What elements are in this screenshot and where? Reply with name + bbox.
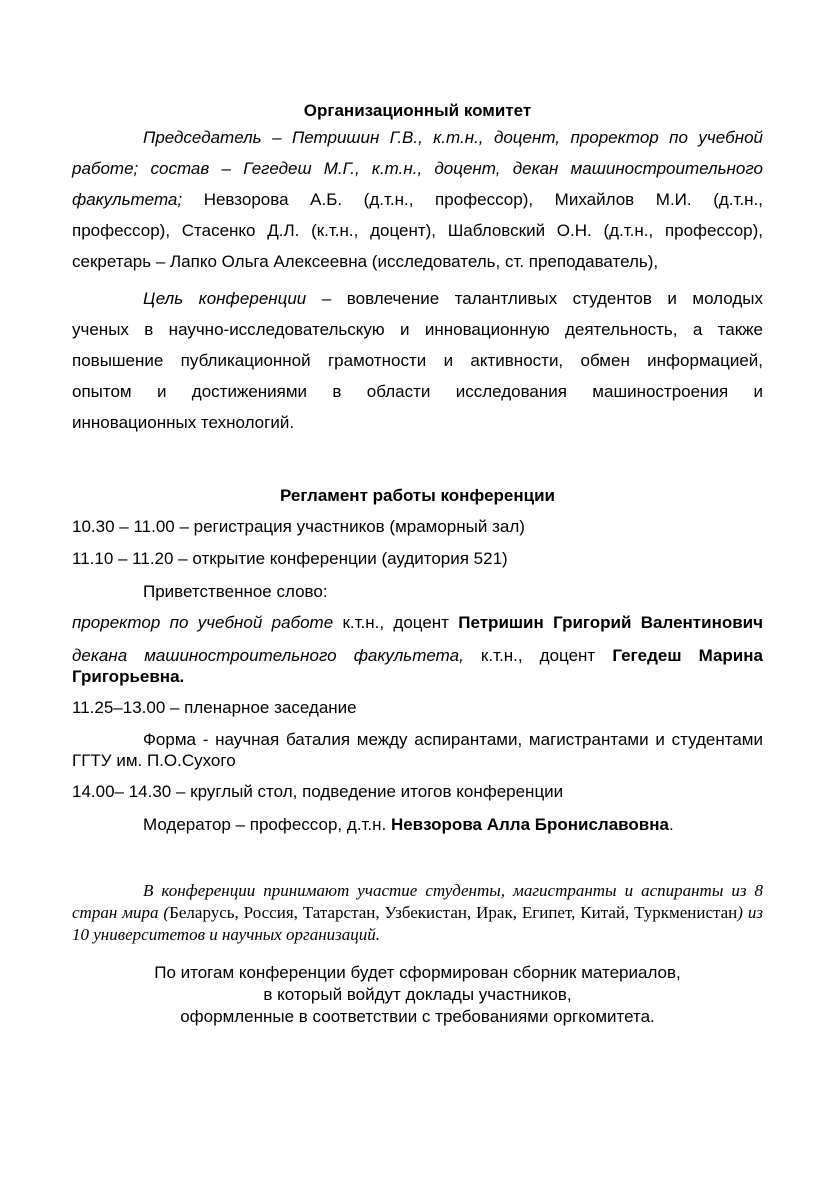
goal-line-4: опытом и достижениями в области исследования машиностроения и <box>72 382 763 401</box>
closing-line-3: оформленные в соответствии с требованиями оргкомитета. <box>180 1007 655 1026</box>
speaker-1-role: проректор по учебной работе <box>72 613 334 632</box>
schedule-plenary: 11.25–13.00 – пленарное заседание <box>72 698 357 717</box>
org-committee-title: Организационный комитет <box>303 101 532 120</box>
speaker-1-degree: к.т.н., доцент <box>333 613 459 632</box>
speaker-2-role: декана машиностроительного факультета, <box>72 646 464 665</box>
goal-label: Цель конференции <box>143 289 307 308</box>
schedule-moderator <box>72 815 834 835</box>
goal-paragraph <box>72 283 763 438</box>
goal-line-2: ученых в научно-исследовательскую и инновационную деятельность, а также <box>72 320 763 339</box>
speaker-2-name: Гегедеш Марина Григорьевна. <box>72 646 763 686</box>
goal-line-1-rest: – вовлечение талантливых студентов и молодых <box>306 289 764 308</box>
speaker-2 <box>72 645 763 687</box>
org-committee-line-3-italic: факультета; <box>72 190 183 209</box>
org-committee-paragraph <box>72 122 763 277</box>
speaker-1-name: Петришин Григорий Валентинович <box>458 613 763 632</box>
participants-part-2: ) из 10 университетов и научных организаций. <box>72 903 763 944</box>
speaker-1 <box>72 613 763 633</box>
moderator-suffix: . <box>668 815 674 834</box>
org-committee-line-3 <box>72 184 763 215</box>
goal-line-3: повышение публикационной грамотности и активности, обмен информацией, <box>72 351 763 370</box>
goal-line-1 <box>72 283 763 314</box>
participants-countries: Беларусь, Россия, Татарстан, Узбекистан, Ирак, Египет, Китай, Туркменистан <box>169 903 738 922</box>
schedule-form: Форма - научная баталия между аспирантами, магистрантами и студентами ГГТУ им. П.О.Сухого <box>72 730 763 770</box>
schedule-opening: 11.10 – 11.20 – открытие конференции (аудитория 521) <box>72 549 508 568</box>
closing-note <box>72 962 763 1028</box>
schedule-greeting: Приветственное слово: <box>143 582 328 601</box>
org-committee-line-5: секретарь – Лапко Ольга Алексеевна (исследователь, ст. преподаватель), <box>72 252 659 271</box>
org-committee-line-2: работе; состав – Гегедеш М.Г., к.т.н., доцент, декан машиностроительного <box>72 159 763 178</box>
goal-line-5: инновационных технологий. <box>72 413 295 432</box>
schedule-round-table: 14.00– 14.30 – круглый стол, подведение итогов конференции <box>72 782 564 801</box>
moderator-name: Невзорова Алла Брониславовна <box>390 815 669 834</box>
org-committee-line-4: профессор), Стасенко Д.Л. (к.т.н., доцент), Шабловский О.Н. (д.т.н., профессор), <box>72 221 763 240</box>
schedule-title: Регламент работы конференции <box>280 486 555 505</box>
moderator-prefix: Модератор – профессор, д.т.н. <box>143 815 391 834</box>
participants-paragraph <box>72 880 763 946</box>
participants-part-1: В конференции принимают участие студенты, магистранты и аспиранты из 8 стран мира ( <box>72 881 763 922</box>
org-committee-line-3-rest: Невзорова А.Б. (д.т.н., профессор), Михайлов М.И. (д.т.н., <box>182 190 763 209</box>
org-committee-line-1: Председатель – Петришин Г.В., к.т.н., доцент, проректор по учебной <box>143 128 763 147</box>
speaker-2-degree: к.т.н., доцент <box>463 646 613 665</box>
closing-line-1: По итогам конференции будет сформирован сборник материалов, <box>154 963 681 982</box>
schedule-registration: 10.30 – 11.00 – регистрация участников (мраморный зал) <box>72 517 525 536</box>
closing-line-2: в который войдут доклады участников, <box>263 985 572 1004</box>
